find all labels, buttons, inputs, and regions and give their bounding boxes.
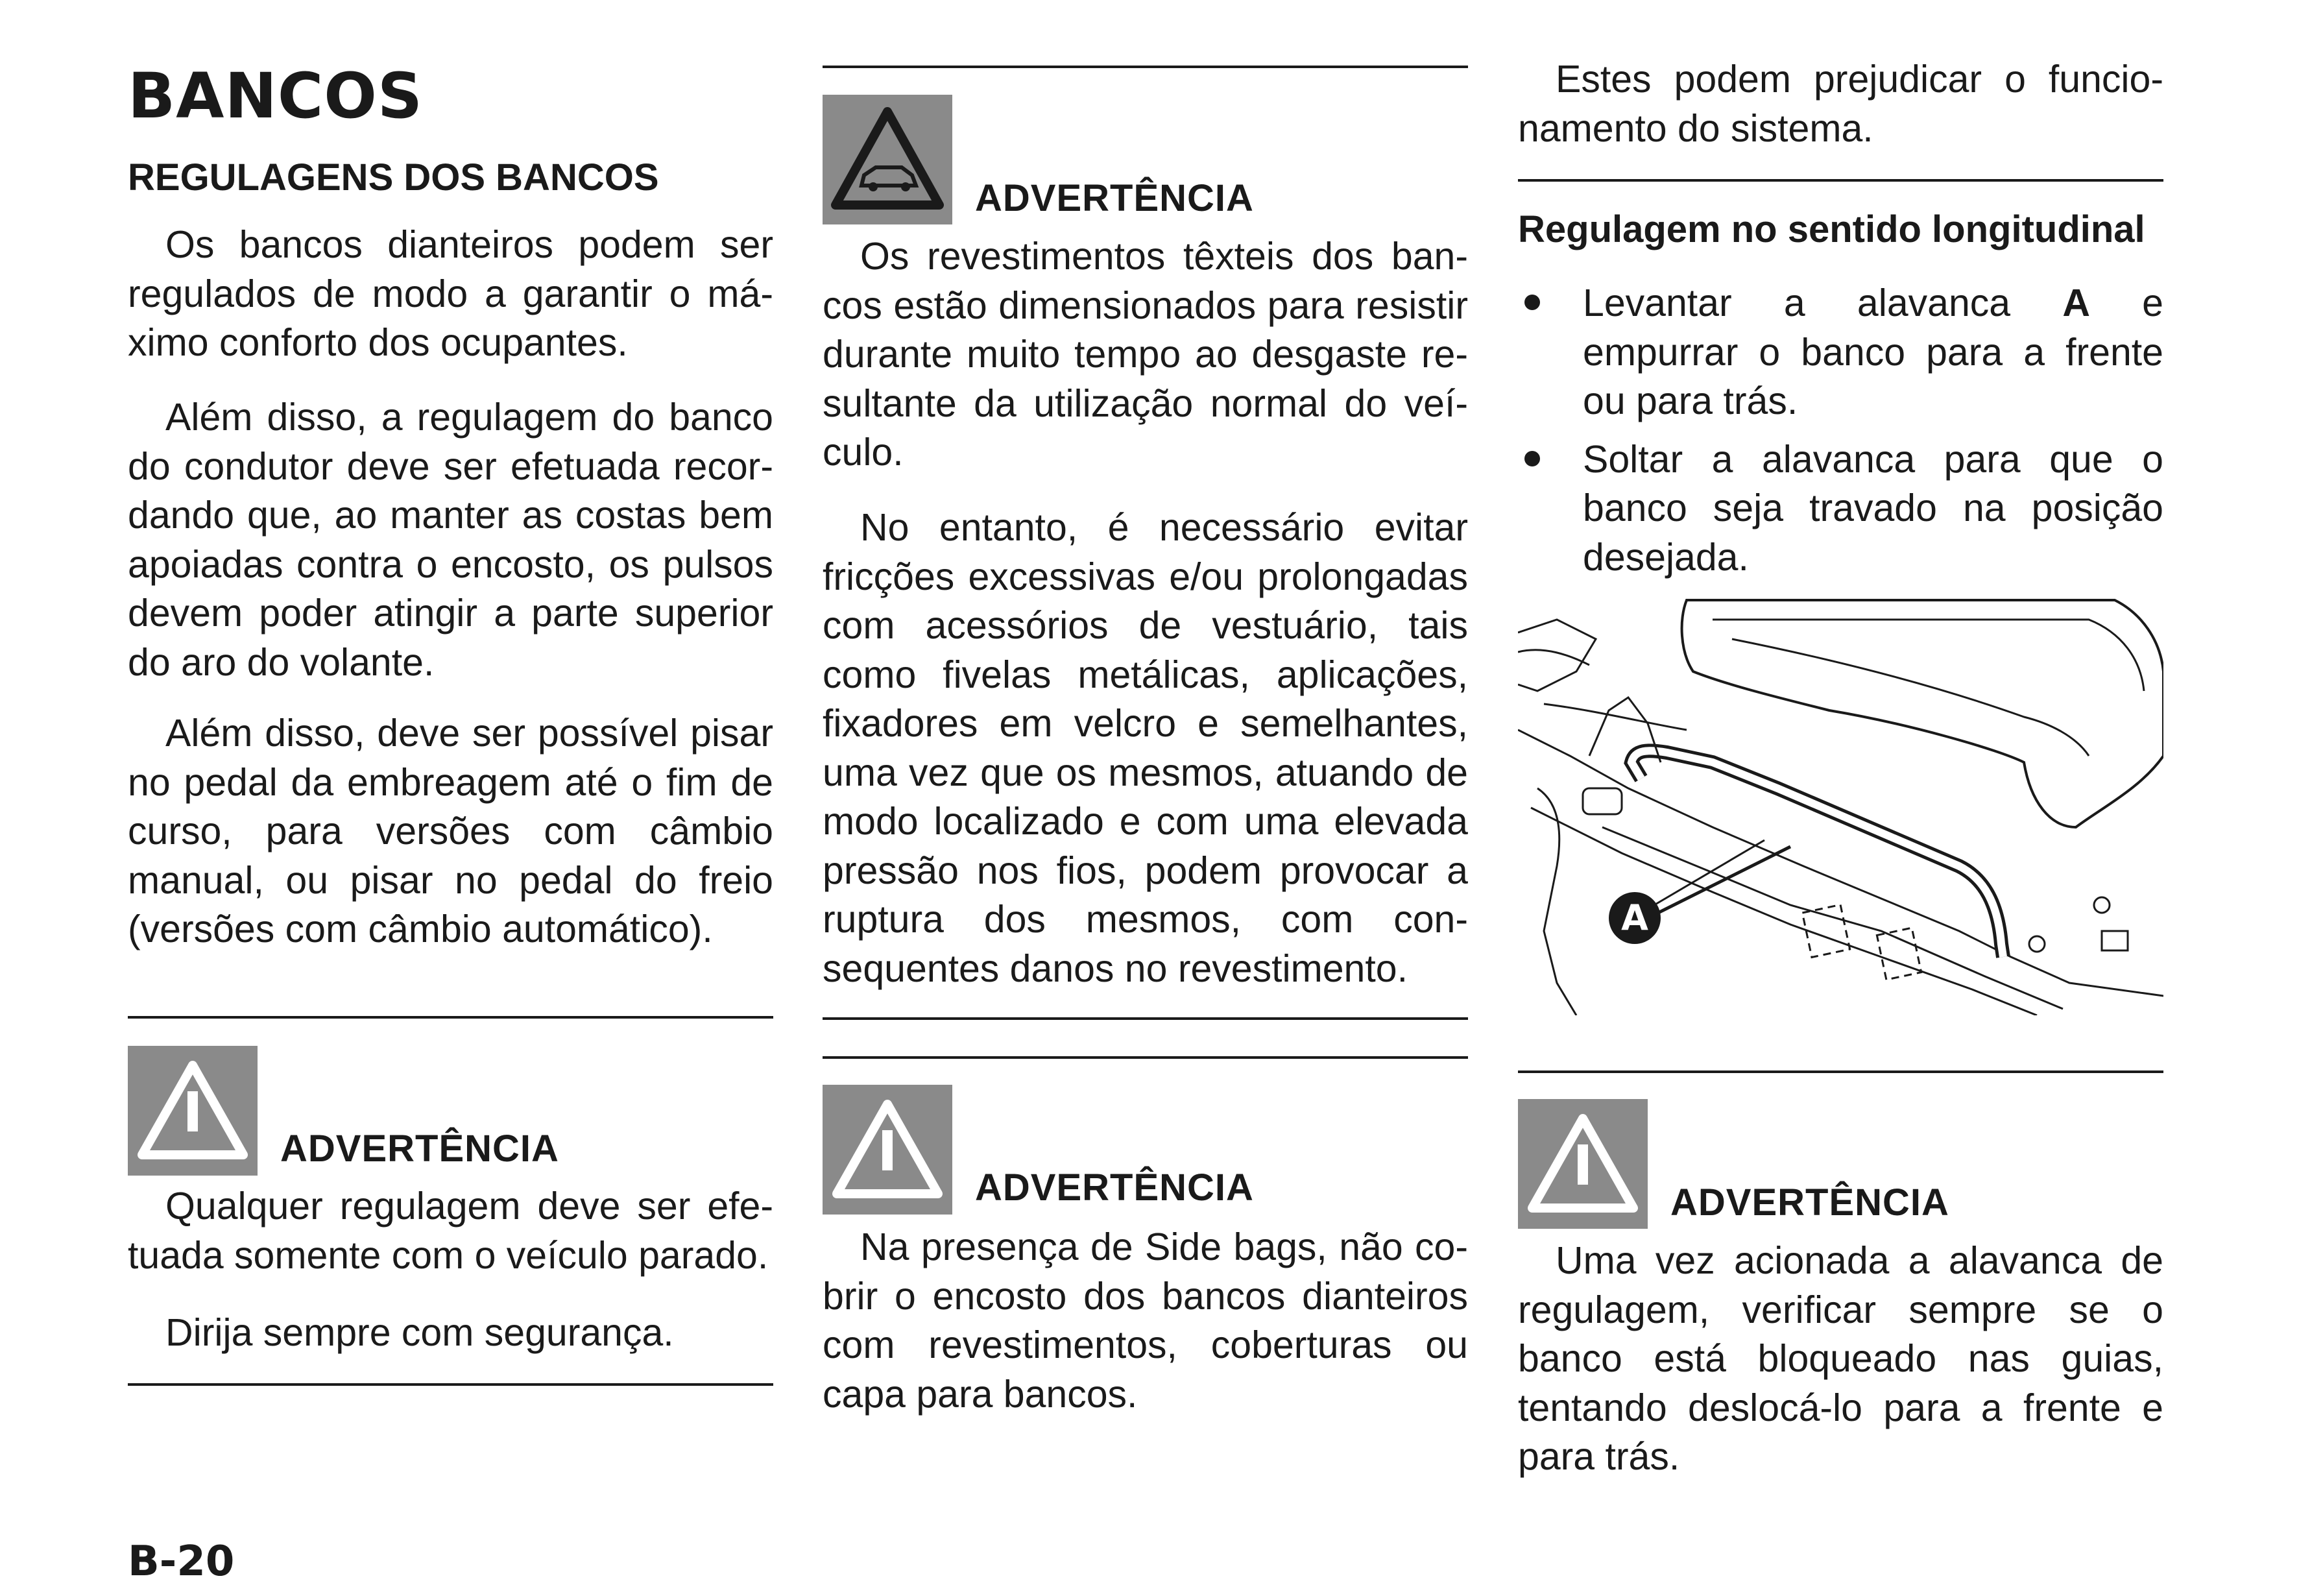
warning-triangle-icon	[1518, 1099, 1648, 1229]
divider	[823, 1017, 1468, 1020]
divider	[1518, 1070, 2163, 1073]
divider	[1518, 179, 2163, 182]
lever-label: A	[2062, 282, 2090, 324]
section-heading-seat-adjustments: REGULAGENS DOS BANCOS	[128, 156, 659, 199]
page-number: B-20	[128, 1538, 235, 1586]
warning-text-side-bags: Na presença de Side bags, não cobrir o encosto dos bancos dianteiros com revestimentos, coberturas ou capa para bancos.	[823, 1226, 1468, 1416]
warning-text-seat-locked: Uma vez acionada a alavanca de regulagem, verificar sempre se o banco está bloqueado nas guias, tentando deslocá-lo para a frente e para trás.	[1518, 1239, 2163, 1478]
warning-label: ADVERTÊNCIA	[975, 177, 1254, 219]
divider	[823, 1056, 1468, 1059]
warning-label: ADVERTÊNCIA	[280, 1128, 559, 1170]
callout-label-a: A	[1609, 892, 1661, 944]
warning-text-fabric: Os revestimentos têxteis dos bancos estão dimensionados para resistir durante muito tempo ao desgaste resultante da utilização normal do veículo.	[823, 235, 1468, 474]
divider	[128, 1016, 773, 1019]
warning-label: ADVERTÊNCIA	[975, 1167, 1254, 1209]
warning-text-stopped-vehicle: Qualquer regulagem deve ser efetuada somente com o veículo parado.	[128, 1185, 773, 1277]
warning-text-friction: No entanto, é necessário evitar fricções excessivas e/ou prolongadas com acessórios de vestuário, tais como fivelas metálicas, aplicações, fixadores em velcro e semelhantes, uma vez que os mesmos, atuando de modo localizado e com uma elevada pressão nos fios, podem provocar a ruptura dos mesmos, com consequentes danos no revestimento.	[823, 506, 1468, 990]
paragraph-pedals: Além disso, deve ser possível pisar no pedal da embreagem até o fim de curso, para versões com câmbio manual, ou pisar no pedal do freio (versões com câmbio automático).	[128, 712, 773, 950]
seat-adjustment-lever-illustration	[1518, 594, 2163, 1015]
bullet-icon	[1524, 451, 1540, 466]
paragraph-intro: Os bancos dianteiros podem ser regulados de modo a garantir o máximo conforto dos ocupantes.	[128, 223, 773, 364]
car-warning-icon	[823, 95, 952, 224]
paragraph-driver-position: Além disso, a regulagem do banco do condutor deve ser efetuada recordando que, ao manter as costas bem apoiadas contra o encosto, os pulsos devem poder atingir a parte superior do aro do volante.	[128, 396, 773, 684]
warning-text-drive-safely: Dirija sempre com segurança.	[165, 1311, 674, 1354]
warning-label: ADVERTÊNCIA	[1670, 1181, 1949, 1224]
page-title: BANCOS	[128, 60, 424, 132]
bullet-icon	[1524, 295, 1540, 310]
instruction-list	[1518, 279, 2163, 591]
list-item: Soltar a alavanca para que o banco seja travado na posição desejada.	[1518, 435, 2163, 583]
paragraph-system-function: Estes podem prejudicar o funcionamento do sistema.	[1518, 58, 2163, 150]
section-heading-longitudinal: Regulagem no sentido longitudinal	[1518, 208, 2145, 250]
divider	[823, 66, 1468, 68]
list-item: Levantar a alavanca A e empurrar o banco para a frente ou para trás.	[1518, 279, 2163, 426]
divider	[128, 1383, 773, 1386]
warning-triangle-icon	[128, 1046, 258, 1176]
warning-triangle-icon	[823, 1085, 952, 1215]
